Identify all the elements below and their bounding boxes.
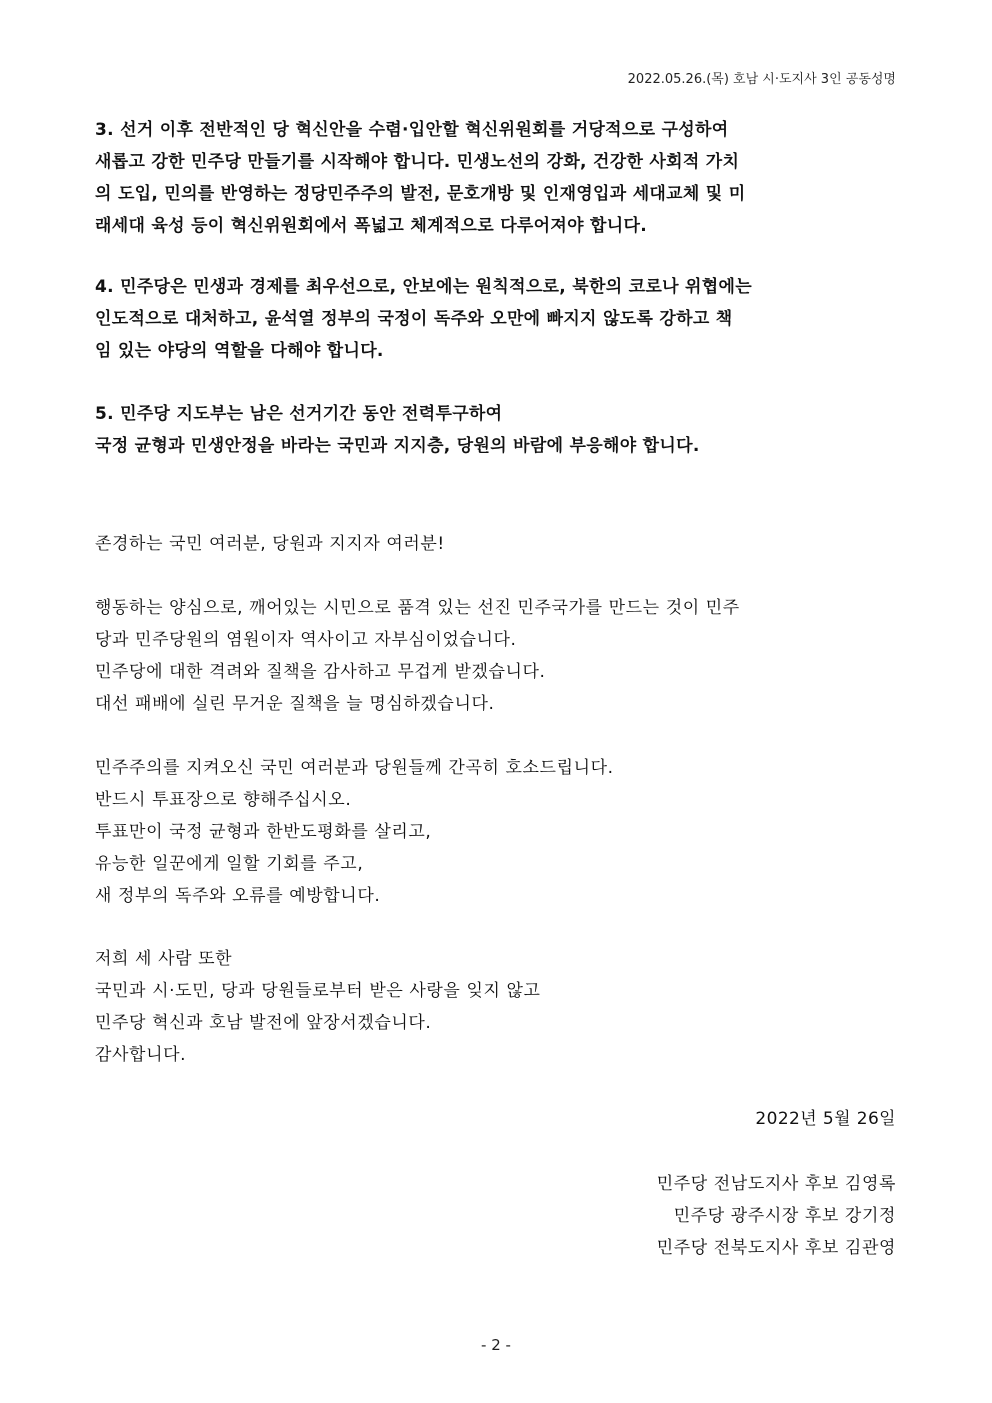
point-5 xyxy=(95,398,897,462)
document-header: 2022.05.26.(목) 호남 시·도지사 3인 공동성명 xyxy=(627,72,896,87)
paragraph-line: 새 정부의 독주와 오류를 예방합니다. xyxy=(95,886,381,906)
paragraph-line: 대선 패배에 실린 무거운 질책을 늘 명심하겠습니다. xyxy=(95,694,495,714)
point-5-line: 국정 균형과 민생안정을 바라는 국민과 지지층, 당원의 바람에 부응해야 합니다. xyxy=(95,436,700,456)
signer: 민주당 전북도지사 후보 김관영 xyxy=(656,1238,896,1258)
point-3-line: 래세대 육성 등이 혁신위원회에서 폭넓고 체계적으로 다루어져야 합니다. xyxy=(95,216,647,236)
paragraph-line: 행동하는 양심으로, 깨어있는 시민으로 품격 있는 선진 민주국가를 만드는 것이 민주 xyxy=(95,598,740,618)
address-paragraph-3 xyxy=(95,943,897,1071)
paragraph-line: 투표만이 국정 균형과 한반도평화를 살리고, xyxy=(95,822,432,842)
signers-block xyxy=(657,1168,896,1264)
point-4-line: 4. 민주당은 민생과 경제를 최우선으로, 안보에는 원칙적으로, 북한의 코로나 위협에는 xyxy=(95,277,752,297)
statement-date: 2022년 5월 26일 xyxy=(755,1109,896,1129)
paragraph-line: 반드시 투표장으로 향해주십시오. xyxy=(95,790,352,810)
point-3 xyxy=(95,114,897,242)
address-paragraph-2 xyxy=(95,752,897,912)
paragraph-line: 국민과 시·도민, 당과 당원들로부터 받은 사랑을 잊지 않고 xyxy=(95,981,541,1001)
point-4-line: 인도적으로 대처하고, 윤석열 정부의 국정이 독주와 오만에 빠지지 않도록 강하고 책 xyxy=(95,309,733,329)
point-4-line: 임 있는 야당의 역할을 다해야 합니다. xyxy=(95,341,384,361)
paragraph-line: 민주당에 대한 격려와 질책을 감사하고 무겁게 받겠습니다. xyxy=(95,662,546,682)
point-3-line: 의 도입, 민의를 반영하는 정당민주주의 발전, 문호개방 및 인재영입과 세대교체 및 미 xyxy=(95,184,746,204)
address-paragraph-1 xyxy=(95,592,897,720)
paragraph-line: 민주당 혁신과 호남 발전에 앞장서겠습니다. xyxy=(95,1013,432,1033)
paragraph-line: 저희 세 사람 또한 xyxy=(95,949,233,969)
point-3-line: 새롭고 강한 민주당 만들기를 시작해야 합니다. 민생노선의 강화, 건강한 사회적 가치 xyxy=(95,152,740,172)
signer: 민주당 전남도지사 후보 김영록 xyxy=(656,1174,896,1194)
point-5-line: 5. 민주당 지도부는 남은 선거기간 동안 전력투구하여 xyxy=(95,404,503,424)
paragraph-line: 감사합니다. xyxy=(95,1045,187,1065)
greeting xyxy=(95,528,897,560)
paragraph-line: 당과 민주당원의 염원이자 역사이고 자부심이었습니다. xyxy=(95,630,517,650)
point-4 xyxy=(95,271,897,367)
paragraph-line: 민주주의를 지켜오신 국민 여러분과 당원들께 간곡히 호소드립니다. xyxy=(95,758,614,778)
point-3-line: 3. 선거 이후 전반적인 당 혁신안을 수렴·입안할 혁신위원회를 거당적으로 구성하여 xyxy=(95,120,729,140)
signer: 민주당 광주시장 후보 강기정 xyxy=(673,1206,896,1226)
greeting-line: 존경하는 국민 여러분, 당원과 지지자 여러분! xyxy=(95,534,445,554)
page-number: - 2 - xyxy=(481,1336,511,1354)
paragraph-line: 유능한 일꾼에게 일할 기회를 주고, xyxy=(95,854,364,874)
